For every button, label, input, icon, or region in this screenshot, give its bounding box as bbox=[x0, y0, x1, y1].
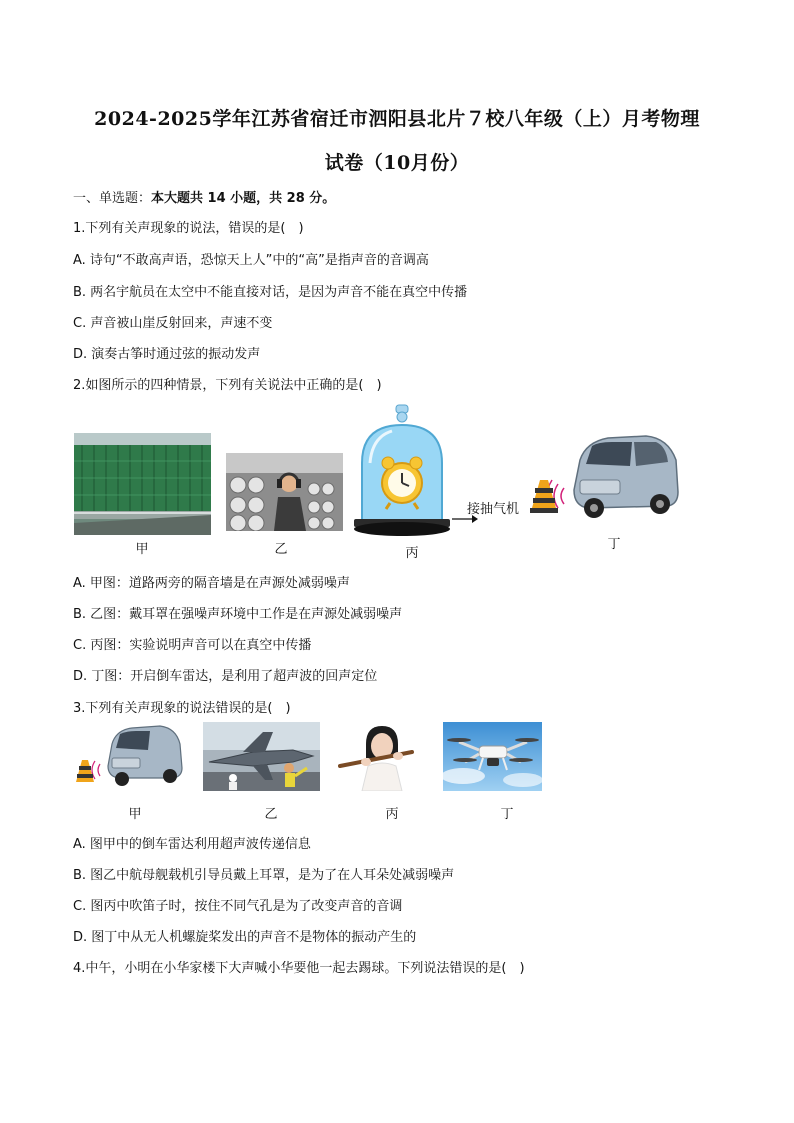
q3-figure-reverse-radar-car bbox=[74, 722, 184, 788]
q2-stem: 2.如图所示的四种情景，下列有关说法中正确的是( ) bbox=[73, 378, 382, 393]
q3-option-a: A. 图甲中的倒车雷达利用超声波传递信息 bbox=[73, 837, 311, 852]
q2-figure-earmuff-worker bbox=[226, 453, 343, 531]
q1-option-c: C. 声音被山崖反射回来，声速不变 bbox=[73, 316, 273, 331]
q3-caption-ding: 丁 bbox=[500, 807, 514, 822]
q2-caption-bing: 丙 bbox=[405, 546, 419, 561]
q2-figure-reverse-radar-car bbox=[528, 430, 680, 525]
q2-pump-label: 接抽气机 bbox=[467, 502, 520, 517]
q3-option-c: C. 图丙中吹笛子时，按住不同气孔是为了改变声音的音调 bbox=[73, 899, 403, 914]
q2-option-c: C. 丙图：实验说明声音可以在真空中传播 bbox=[73, 638, 312, 653]
section-prefix: 一、单选题： bbox=[73, 191, 152, 206]
section-heading bbox=[73, 187, 335, 206]
q3-caption-yi: 乙 bbox=[264, 807, 278, 822]
q1-option-b: B. 两名宇航员在太空中不能直接对话，是因为声音不能在真空中传播 bbox=[73, 285, 468, 300]
q3-option-d: D. 图丁中从无人机螺旋桨发出的声音不是物体的振动产生的 bbox=[73, 930, 417, 945]
q3-stem: 3.下列有关声现象的说法错误的是( ) bbox=[73, 701, 291, 716]
q2-caption-yi: 乙 bbox=[274, 542, 288, 557]
exam-title-line2: 试卷（10月份） bbox=[324, 152, 470, 174]
q2-option-a: A. 甲图：道路两旁的隔音墙是在声源处减弱噪声 bbox=[73, 576, 350, 591]
q2-figure-bell-jar-clock bbox=[352, 403, 452, 538]
section-description: 本大题共 14 小题，共 28 分。 bbox=[151, 191, 336, 206]
q1-option-a: A. 诗句“不敢高声语，恐惊天上人”中的“高”是指声音的音调高 bbox=[73, 253, 429, 268]
q1-option-d: D. 演奏古筝时通过弦的振动发声 bbox=[73, 347, 261, 362]
q3-figure-carrier-jet bbox=[203, 722, 320, 791]
q1-stem: 1.下列有关声现象的说法，错误的是( ) bbox=[73, 221, 304, 236]
q2-figure-noise-barrier bbox=[74, 433, 211, 535]
q4-stem: 4.中午，小明在小华家楼下大声喊小华要他一起去踢球。下列说法错误的是( ) bbox=[73, 961, 525, 976]
q3-caption-jia: 甲 bbox=[128, 807, 142, 822]
exam-title-line1: 2024-2025学年江苏省宿迁市泗阳县北片７校八年级（上）月考物理 bbox=[94, 108, 700, 130]
q2-caption-ding: 丁 bbox=[607, 537, 621, 552]
q3-figure-flute-player bbox=[336, 722, 428, 791]
q3-figure-drone bbox=[443, 722, 542, 791]
q2-option-b: B. 乙图：戴耳罩在强噪声环境中工作是在声源处减弱噪声 bbox=[73, 607, 403, 622]
q3-caption-bing: 丙 bbox=[385, 807, 399, 822]
q2-caption-jia: 甲 bbox=[135, 542, 149, 557]
q2-option-d: D. 丁图：开启倒车雷达，是利用了超声波的回声定位 bbox=[73, 669, 378, 684]
q3-option-b: B. 图乙中航母舰载机引导员戴上耳罩，是为了在人耳朵处减弱噪声 bbox=[73, 868, 455, 883]
